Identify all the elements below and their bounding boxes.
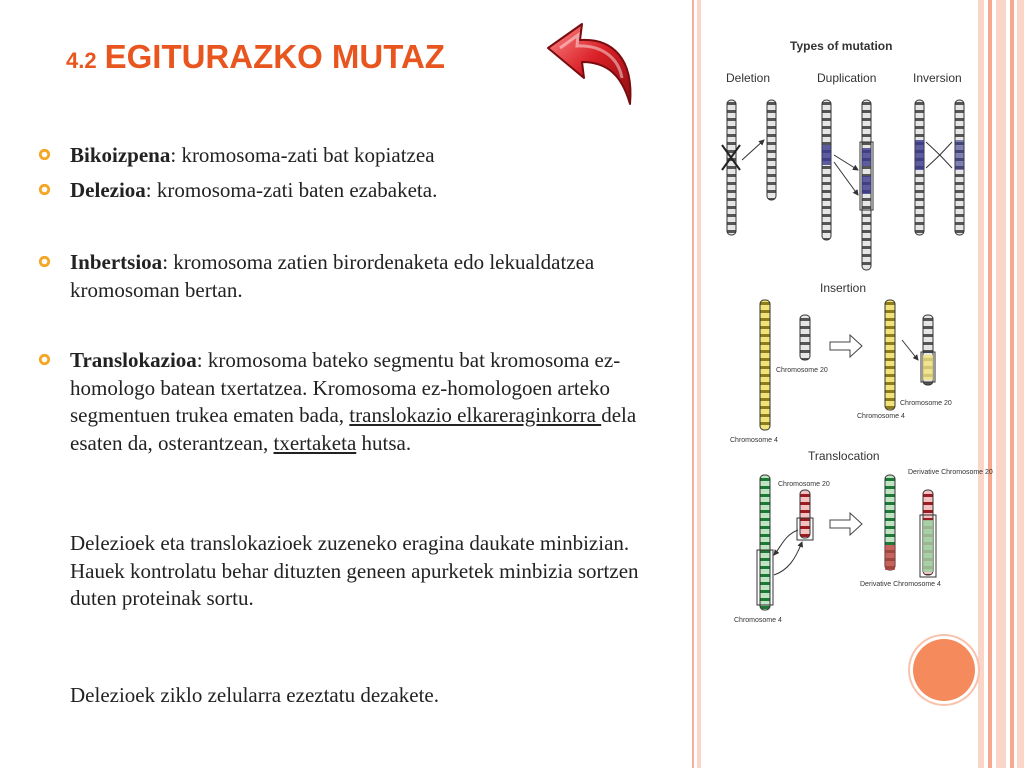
bullet-text: hutsa. [356,430,412,455]
bullet-circle-icon [38,353,51,366]
decorative-stripe [692,0,694,768]
paragraph-cell-cycle: Delezioek ziklo zelularra ezeztatu dezakete. [70,683,440,707]
label-inversion: Inversion [913,71,962,85]
chromosome-icon [760,300,770,430]
label-chromosome-20: Chromosome 20 [776,367,828,374]
decorative-stripe [1010,0,1014,768]
bullet-bikoizpena [70,142,660,170]
underlined-term: txertaketa [273,430,357,455]
label-insertion: Insertion [820,281,867,295]
label-chromosome-4: Chromosome 4 [730,437,778,444]
decorative-stripe [1017,0,1024,768]
chromosome-icon [800,490,810,538]
label-derivative-chromosome-20: Derivative Chromosome 20 [908,469,993,476]
bullet-translokazioa [70,347,660,457]
label-duplication: Duplication [817,71,877,85]
chromosome-icon [822,100,831,240]
bullet-term: Translokazioa [70,348,197,372]
label-chromosome-20: Chromosome 20 [778,481,830,488]
bullet-text: : kromosoma-zati baten ezabaketa. [145,178,438,202]
decorative-stripe [988,0,992,768]
bullet-term: Delezioa [70,178,146,202]
decorative-stripe [697,0,701,768]
label-chromosome-20: Chromosome 20 [900,400,952,407]
bullet-text: dela esaten da, osterantzean, [70,403,637,455]
paragraph-cancer: Delezioek eta translokazioek zuzeneko eragina daukate minbizian. Hauek kontrolatu behar dituzten geneen apurketek minbizia sortzen duten proteinak sortu. [70,531,639,610]
label-derivative-chromosome-4: Derivative Chromosome 4 [860,581,941,588]
slide-title [66,38,528,88]
figure-title: Types of mutation [790,39,893,53]
chromosome-icon [885,300,895,410]
label-chromosome-4: Chromosome 4 [734,617,782,624]
bullet-text: : kromosoma zatien birordenaketa edo lekualdatzea kromosoman bertan. [70,250,595,302]
back-arrow-icon[interactable] [540,18,640,110]
right-arrow-icon [830,513,862,535]
bullet-delezioa [70,177,660,205]
chromosome-icon [767,100,776,200]
title-number: 4.2 [66,48,97,73]
decorative-circle [913,639,975,701]
underlined-term: translokazio elkareraginkorra [349,403,602,427]
chromosome-icon [727,100,736,235]
label-deletion: Deletion [726,71,771,85]
mutation-types-figure [710,30,993,640]
chromosome-icon [760,475,770,610]
bullet-circle-icon [38,183,51,196]
decorative-stripe [978,0,984,768]
right-arrow-icon [830,335,862,357]
label-translocation: Translocation [808,449,880,463]
chromosome-icon [800,315,810,360]
label-chromosome-4: Chromosome 4 [857,413,905,420]
bullet-text: : kromosoma bateko segmentu bat kromosoma ez-homologo batean txertatzea. Kromosoma ez-homologoen arteko segmentuen trukea ematen bada, [70,348,621,427]
bullet-inbertsioa [70,249,660,304]
bullet-text: : kromosoma-zati bat kopiatzea [170,143,435,167]
title-text: EGITURAZKO MUTAZ [104,38,445,75]
decorative-stripe [996,0,1006,768]
bullet-circle-icon [38,255,51,268]
bullet-term: Inbertsioa [70,250,163,274]
bullet-term: Bikoizpena [70,143,171,167]
bullet-circle-icon [38,148,51,161]
